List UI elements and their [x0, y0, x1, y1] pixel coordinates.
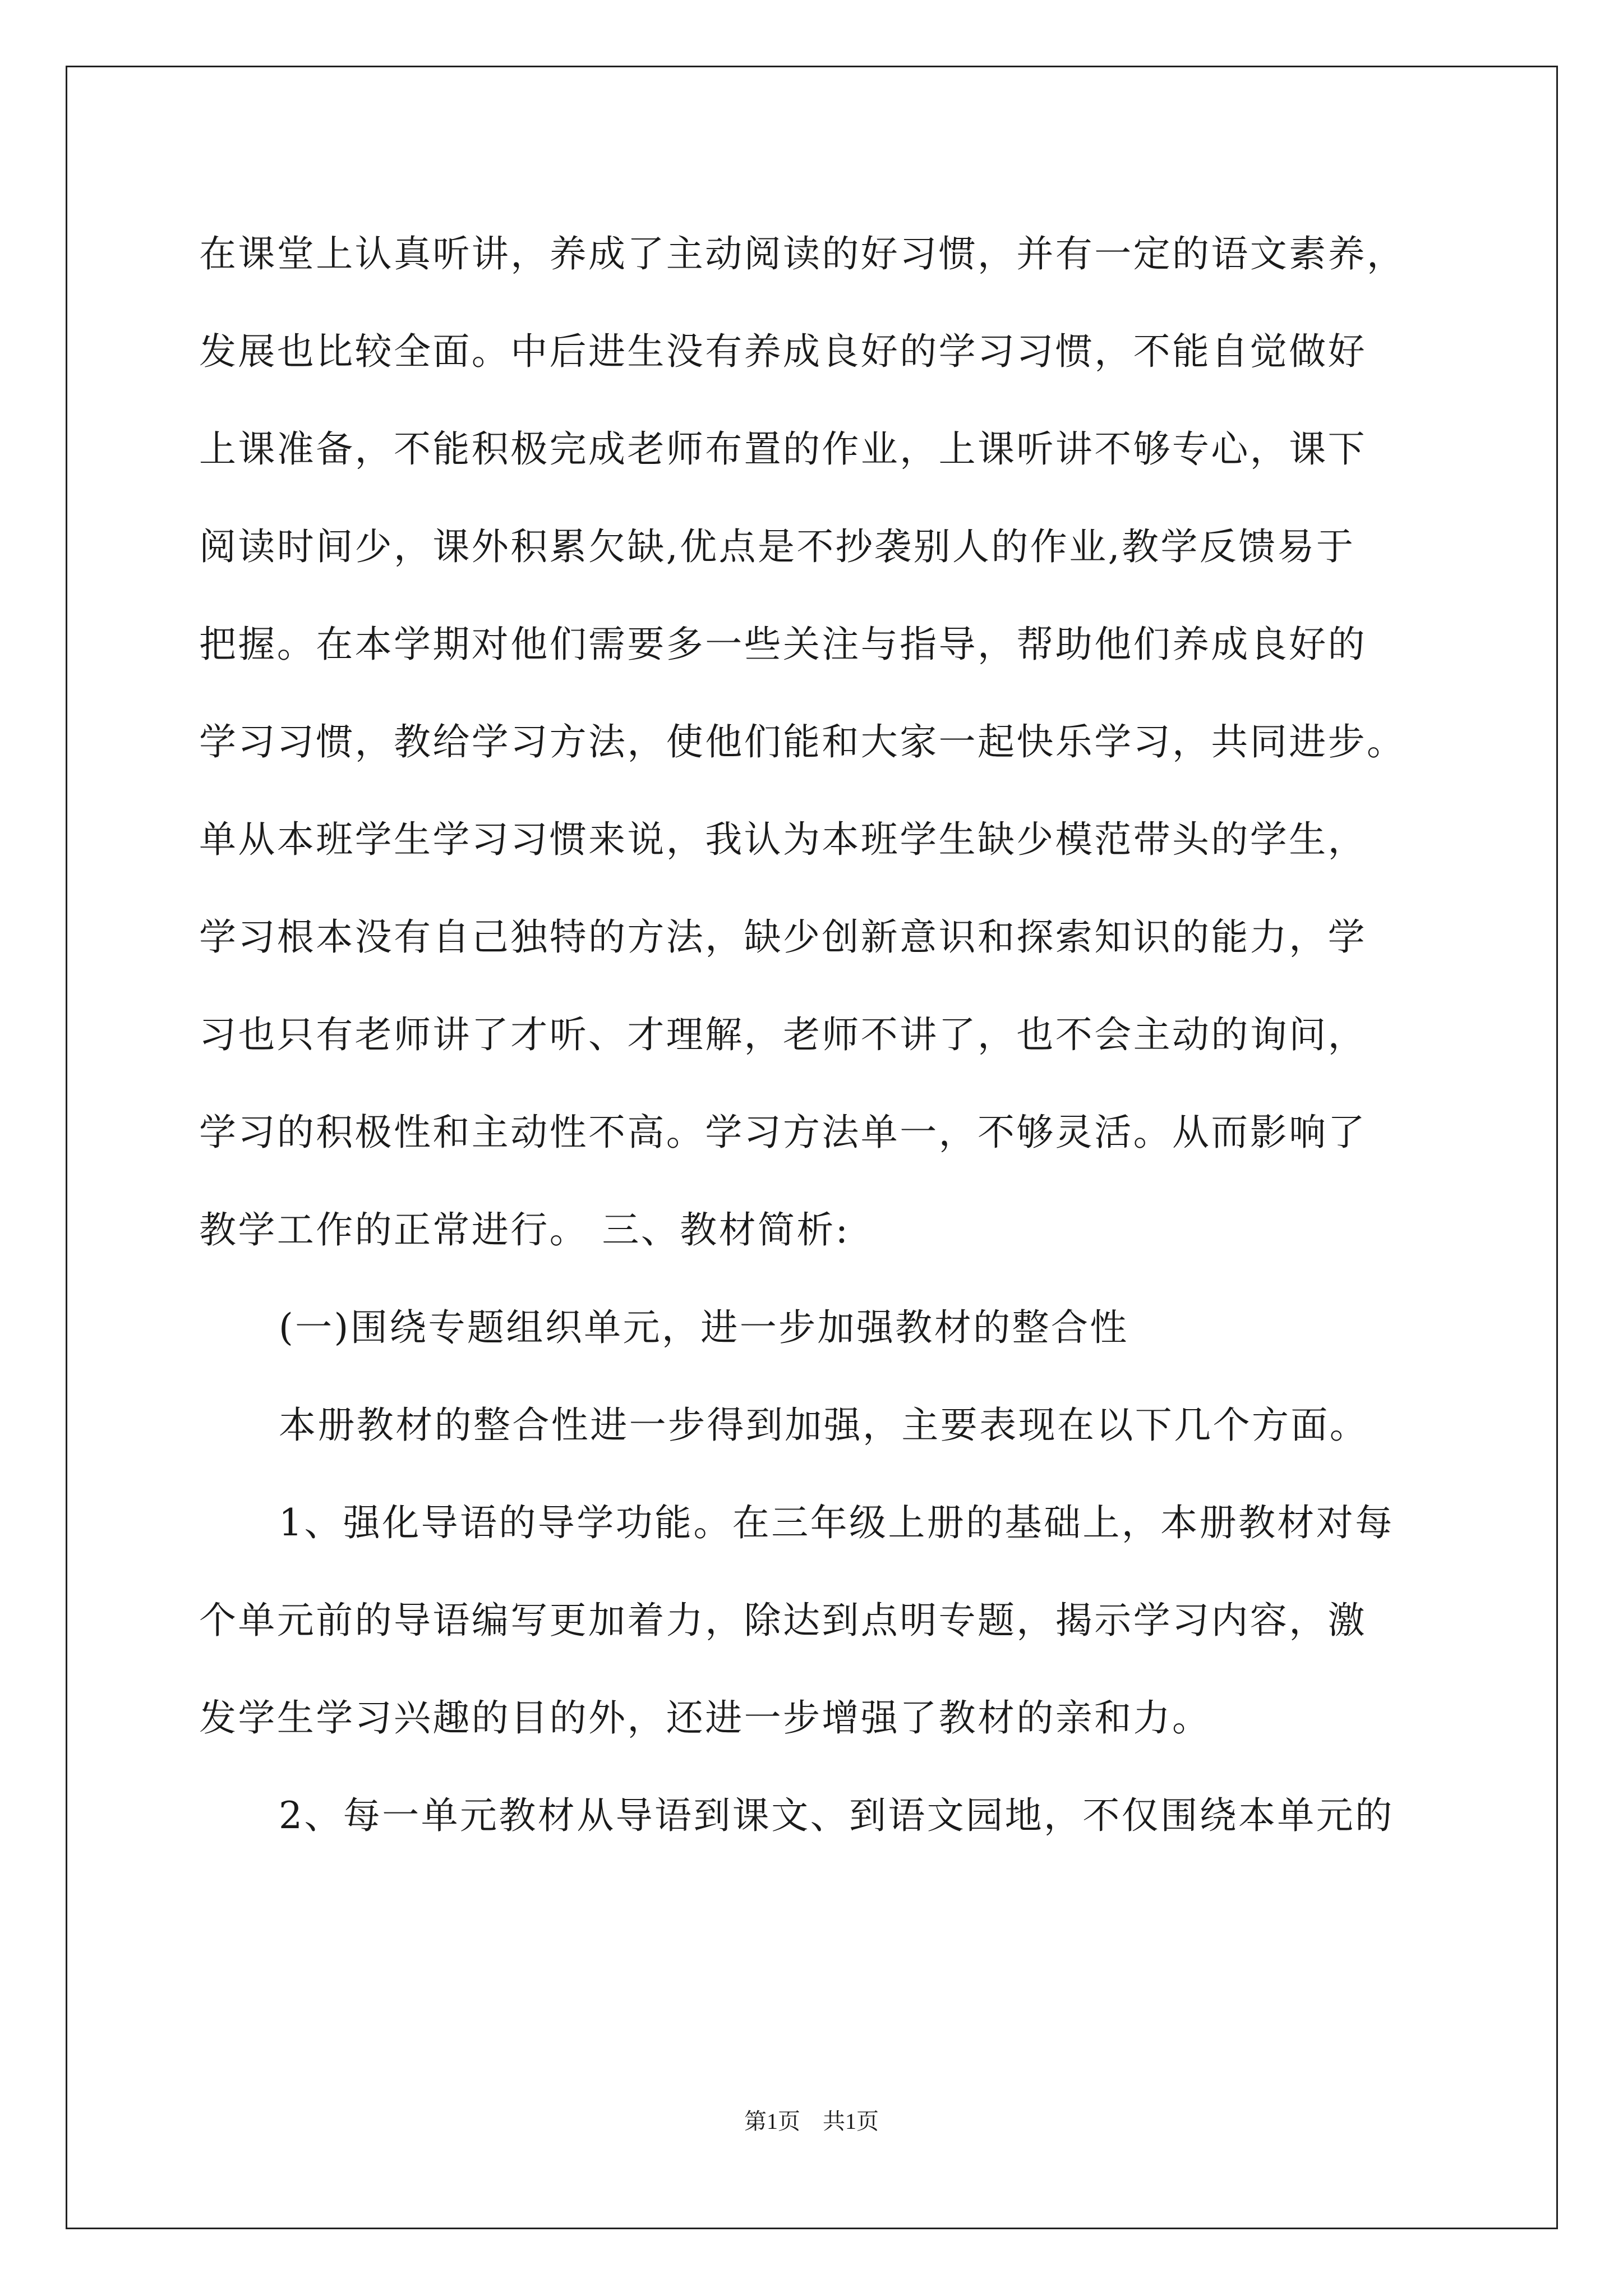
section-heading: (一)围绕专题组织单元，进一步加强教材的整合性 — [279, 1306, 1129, 1349]
text-line: 学习习惯，教给学习方法，使他们能和大家一起快乐学习，共同进步。 — [199, 720, 1406, 763]
text-line: 发展也比较全面。中后进生没有养成良好的学习习惯，不能自觉做好 — [199, 330, 1367, 373]
text-line: 单从本班学生学习习惯来说，我认为本班学生缺少模范带头的学生， — [199, 818, 1367, 861]
text-line: 在课堂上认真听讲，养成了主动阅读的好习惯，并有一定的语文素养， — [199, 232, 1406, 275]
page-number-label: 第1页 共1页 — [744, 2109, 879, 2134]
text-line: 2、每一单元教材从导语到课文、到语文园地，不仅围绕本单元的 — [279, 1794, 1394, 1837]
text-line: 学习的积极性和主动性不高。学习方法单一，不够灵活。从而影响了 — [199, 1111, 1367, 1154]
text-line: 教学工作的正常进行。 三、教材简析: — [199, 1208, 850, 1251]
text-line: 发学生学习兴趣的目的外，还进一步增强了教材的亲和力。 — [199, 1696, 1211, 1740]
text-line: 本册教材的整合性进一步得到加强，主要表现在以下几个方面。 — [279, 1404, 1369, 1447]
text-line: 1、强化导语的导学功能。在三年级上册的基础上，本册教材对每 — [279, 1501, 1394, 1544]
text-line: 习也只有老师讲了才听、才理解，老师不讲了，也不会主动的询问， — [199, 1013, 1367, 1056]
page-footer — [0, 2108, 1623, 2136]
text-line: 个单元前的导语编写更加着力，除达到点明专题，揭示学习内容，激 — [199, 1599, 1367, 1642]
text-line: 阅读时间少，课外积累欠缺,优点是不抄袭别人的作业,教学反馈易于 — [199, 525, 1355, 568]
text-line: 上课准备，不能积极完成老师布置的作业，上课听讲不够专心，课下 — [199, 427, 1367, 471]
text-line: 学习根本没有自己独特的方法，缺少创新意识和探索知识的能力，学 — [199, 915, 1367, 959]
text-line: 把握。在本学期对他们需要多一些关注与指导，帮助他们养成良好的 — [199, 623, 1367, 666]
